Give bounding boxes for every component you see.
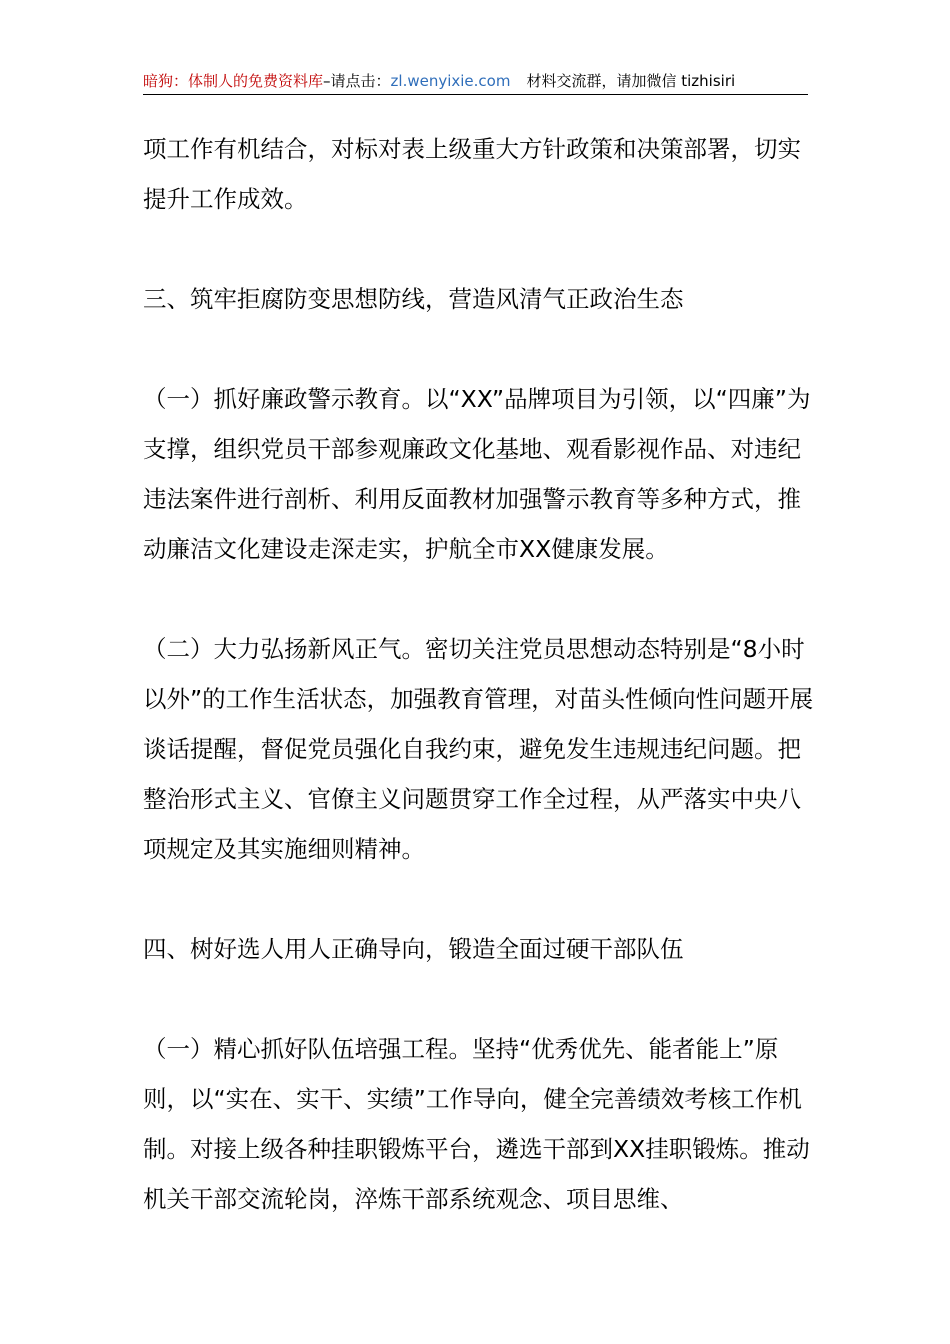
paragraph-continuation: 项工作有机结合，对标对表上级重大方针政策和决策部署，切实提升工作成效。	[143, 135, 801, 213]
document-body	[143, 124, 823, 1224]
header-brand: 暗狗：体制人的免费资料库	[143, 72, 324, 90]
paragraph-4-1: （一）精心抓好队伍培强工程。坚持“优秀优先、能者能上”原则，以“实在、实干、实绩”工作导向，健全完善绩效考核工作机制。对接上级各种挂职锻炼平台，遴选干部到XX挂职锻炼。推动机关干部交流轮岗，淬炼干部系统观念、项目思维、	[143, 1035, 810, 1213]
paragraph-3-2: （二）大力弘扬新风正气。密切关注党员思想动态特别是“8小时以外”的工作生活状态，加强教育管理，对苗头性倾向性问题开展谈话提醒，督促党员强化自我约束，避免发生违规违纪问题。把整治形式主义、官僚主义问题贯穿工作全过程，从严落实中央八项规定及其实施细则精神。	[143, 635, 814, 863]
paragraph-3-1: （一）抓好廉政警示教育。以“XX”品牌项目为引领，以“四廉”为支撑，组织党员干部参观廉政文化基地、观看影视作品、对违纪违法案件进行剖析、利用反面教材加强警示教育等多种方式，推动廉洁文化建设走深走实，护航全市XX健康发展。	[143, 385, 811, 563]
header-link[interactable]: zl.wenyixie.com	[390, 72, 511, 90]
section-heading-3: 三、筑牢拒腐防变思想防线，营造风清气正政治生态	[143, 285, 684, 313]
page-header	[143, 68, 808, 95]
header-separator: –请点击：	[323, 72, 391, 90]
header-contact: 材料交流群，请加微信 tizhisiri	[526, 72, 736, 90]
section-heading-4: 四、树好选人用人正确导向，锻造全面过硬干部队伍	[143, 935, 684, 963]
